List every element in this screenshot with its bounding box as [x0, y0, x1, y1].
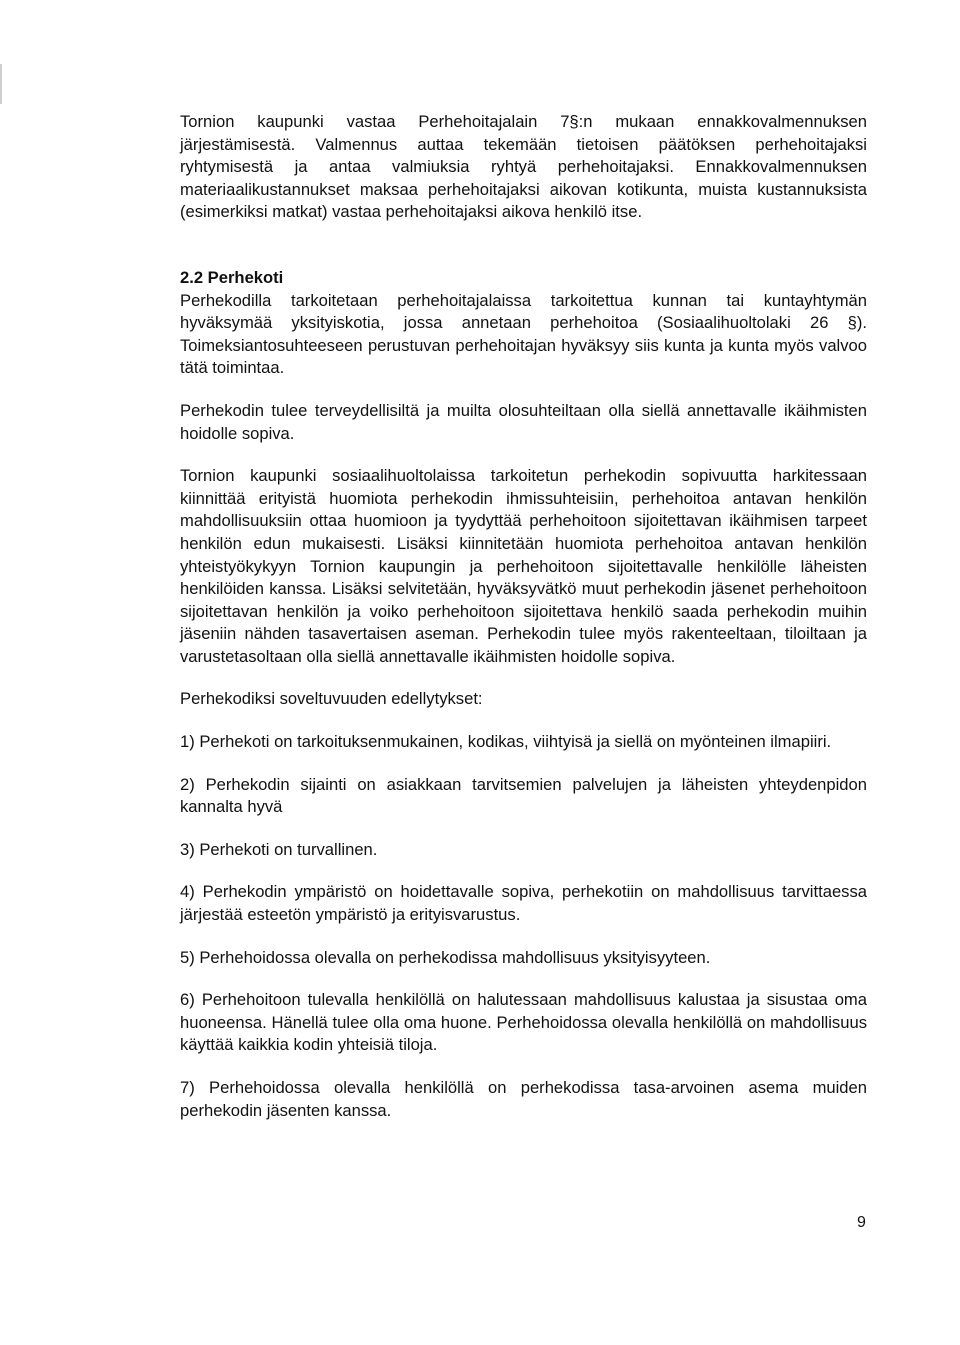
section-paragraph-3: Tornion kaupunki sosiaalihuoltolaissa tarkoitetun perhekodin sopivuutta harkitessaan kiinnittää erityistä huomiota perhekodin ihmissuhteisiin, perhehoitoa antavan henkilön mahdollisuuksiin ottaa huomioon ja tyydyttää perhehoitoon sijoitettavan ikäihmisen tarpeet henkilön edun mukaisesti. Lisäksi kiinnitetään huomiota perhehoitoa antavan henkilön yhteistyökykyyn Tornion kaupungin ja perhehoitoon sijoitettavalle henkilölle läheisten henkilöiden kanssa. Lisäksi selvitetään, hyväksyvätkö muut perhekodin jäsenet perhehoitoon sijoitettavan henkilön ja voiko perhehoitoon sijoitettava henkilö saada perhekodin muihin jäseniin nähden tasavertaisen aseman. Perhekodin tulee myös rakenteeltaan, tiloiltaan ja varustetasoltaan olla siellä annettavalle ikäihmisten hoidolle sopiva.: [180, 466, 867, 666]
requirement-item: 6) Perhehoitoon tulevalla henkilöllä on halutessaan mahdollisuus kalustaa ja sisustaa oma huoneensa. Hänellä tulee olla oma huone. Perhehoidossa olevalla henkilöllä on mahdollisuus käyttää kaikkia kodin yhteisiä tiloja.: [180, 990, 867, 1055]
requirement-item: 1) Perhekoti on tarkoituksenmukainen, kodikas, viihtyisä ja siellä on myönteinen ilmapiiri.: [180, 732, 832, 752]
scan-edge-mark: [0, 64, 2, 104]
requirement-item: 7) Perhehoidossa olevalla henkilöllä on perhekodissa tasa-arvoinen asema muiden perhekodin jäsenten kanssa.: [180, 1078, 867, 1120]
requirement-item: 4) Perhekodin ympäristö on hoidettavalle sopiva, perhekotiin on mahdollisuus tarvittaessa järjestää esteetön ympäristö ja erityisvarustus.: [180, 882, 867, 925]
requirement-item: 2) Perhekodin sijainti on asiakkaan tarvitsemien palvelujen ja läheisten yhteydenpidon kannalta hyvä: [180, 774, 867, 817]
page-content: [180, 111, 867, 1122]
intro-paragraph: Tornion kaupunki vastaa Perhehoitajalain 7§:n mukaan ennakkovalmennuksen järjestämisestä. Valmennus auttaa tekemään tietoisen päätöksen perhehoitajaksi ryhtymisestä ja antaa valmiuksia ryhtyä perhehoitajaksi. Ennakkovalmennuksen materiaalikustannukset maksaa perhehoitajaksi aikovan kotikunta, muista kustannuksista (esimerkiksi matkat) vastaa perhehoitajaksi aikova henkilö itse.: [180, 112, 867, 222]
section-paragraph-2: Perhekodin tulee terveydellisiltä ja muilta olosuhteiltaan olla siellä annettavalle ikäihmisten hoidolle sopiva.: [180, 400, 867, 443]
page-number: 9: [857, 1214, 866, 1231]
requirements-title: Perhekodiksi soveltuvuuden edellytykset:: [180, 689, 483, 709]
section-paragraph-1: Perhekodilla tarkoitetaan perhehoitajalaissa tarkoitettua kunnan tai kuntayhtymän hyväksymää yksityiskotia, jossa annetaan perhehoitoa (Sosiaalihuoltolaki 26 §). Toimeksiantosuhteeseen perustuvan perhehoitajan hyväksyy siis kunta ja kunta myös valvoo tätä toimintaa.: [180, 290, 867, 378]
requirement-item: 3) Perhekoti on turvallinen.: [180, 839, 378, 859]
requirement-item: 5) Perhehoidossa olevalla on perhekodissa mahdollisuus yksityisyyteen.: [180, 947, 711, 967]
section-heading: 2.2 Perhekoti: [180, 267, 284, 287]
